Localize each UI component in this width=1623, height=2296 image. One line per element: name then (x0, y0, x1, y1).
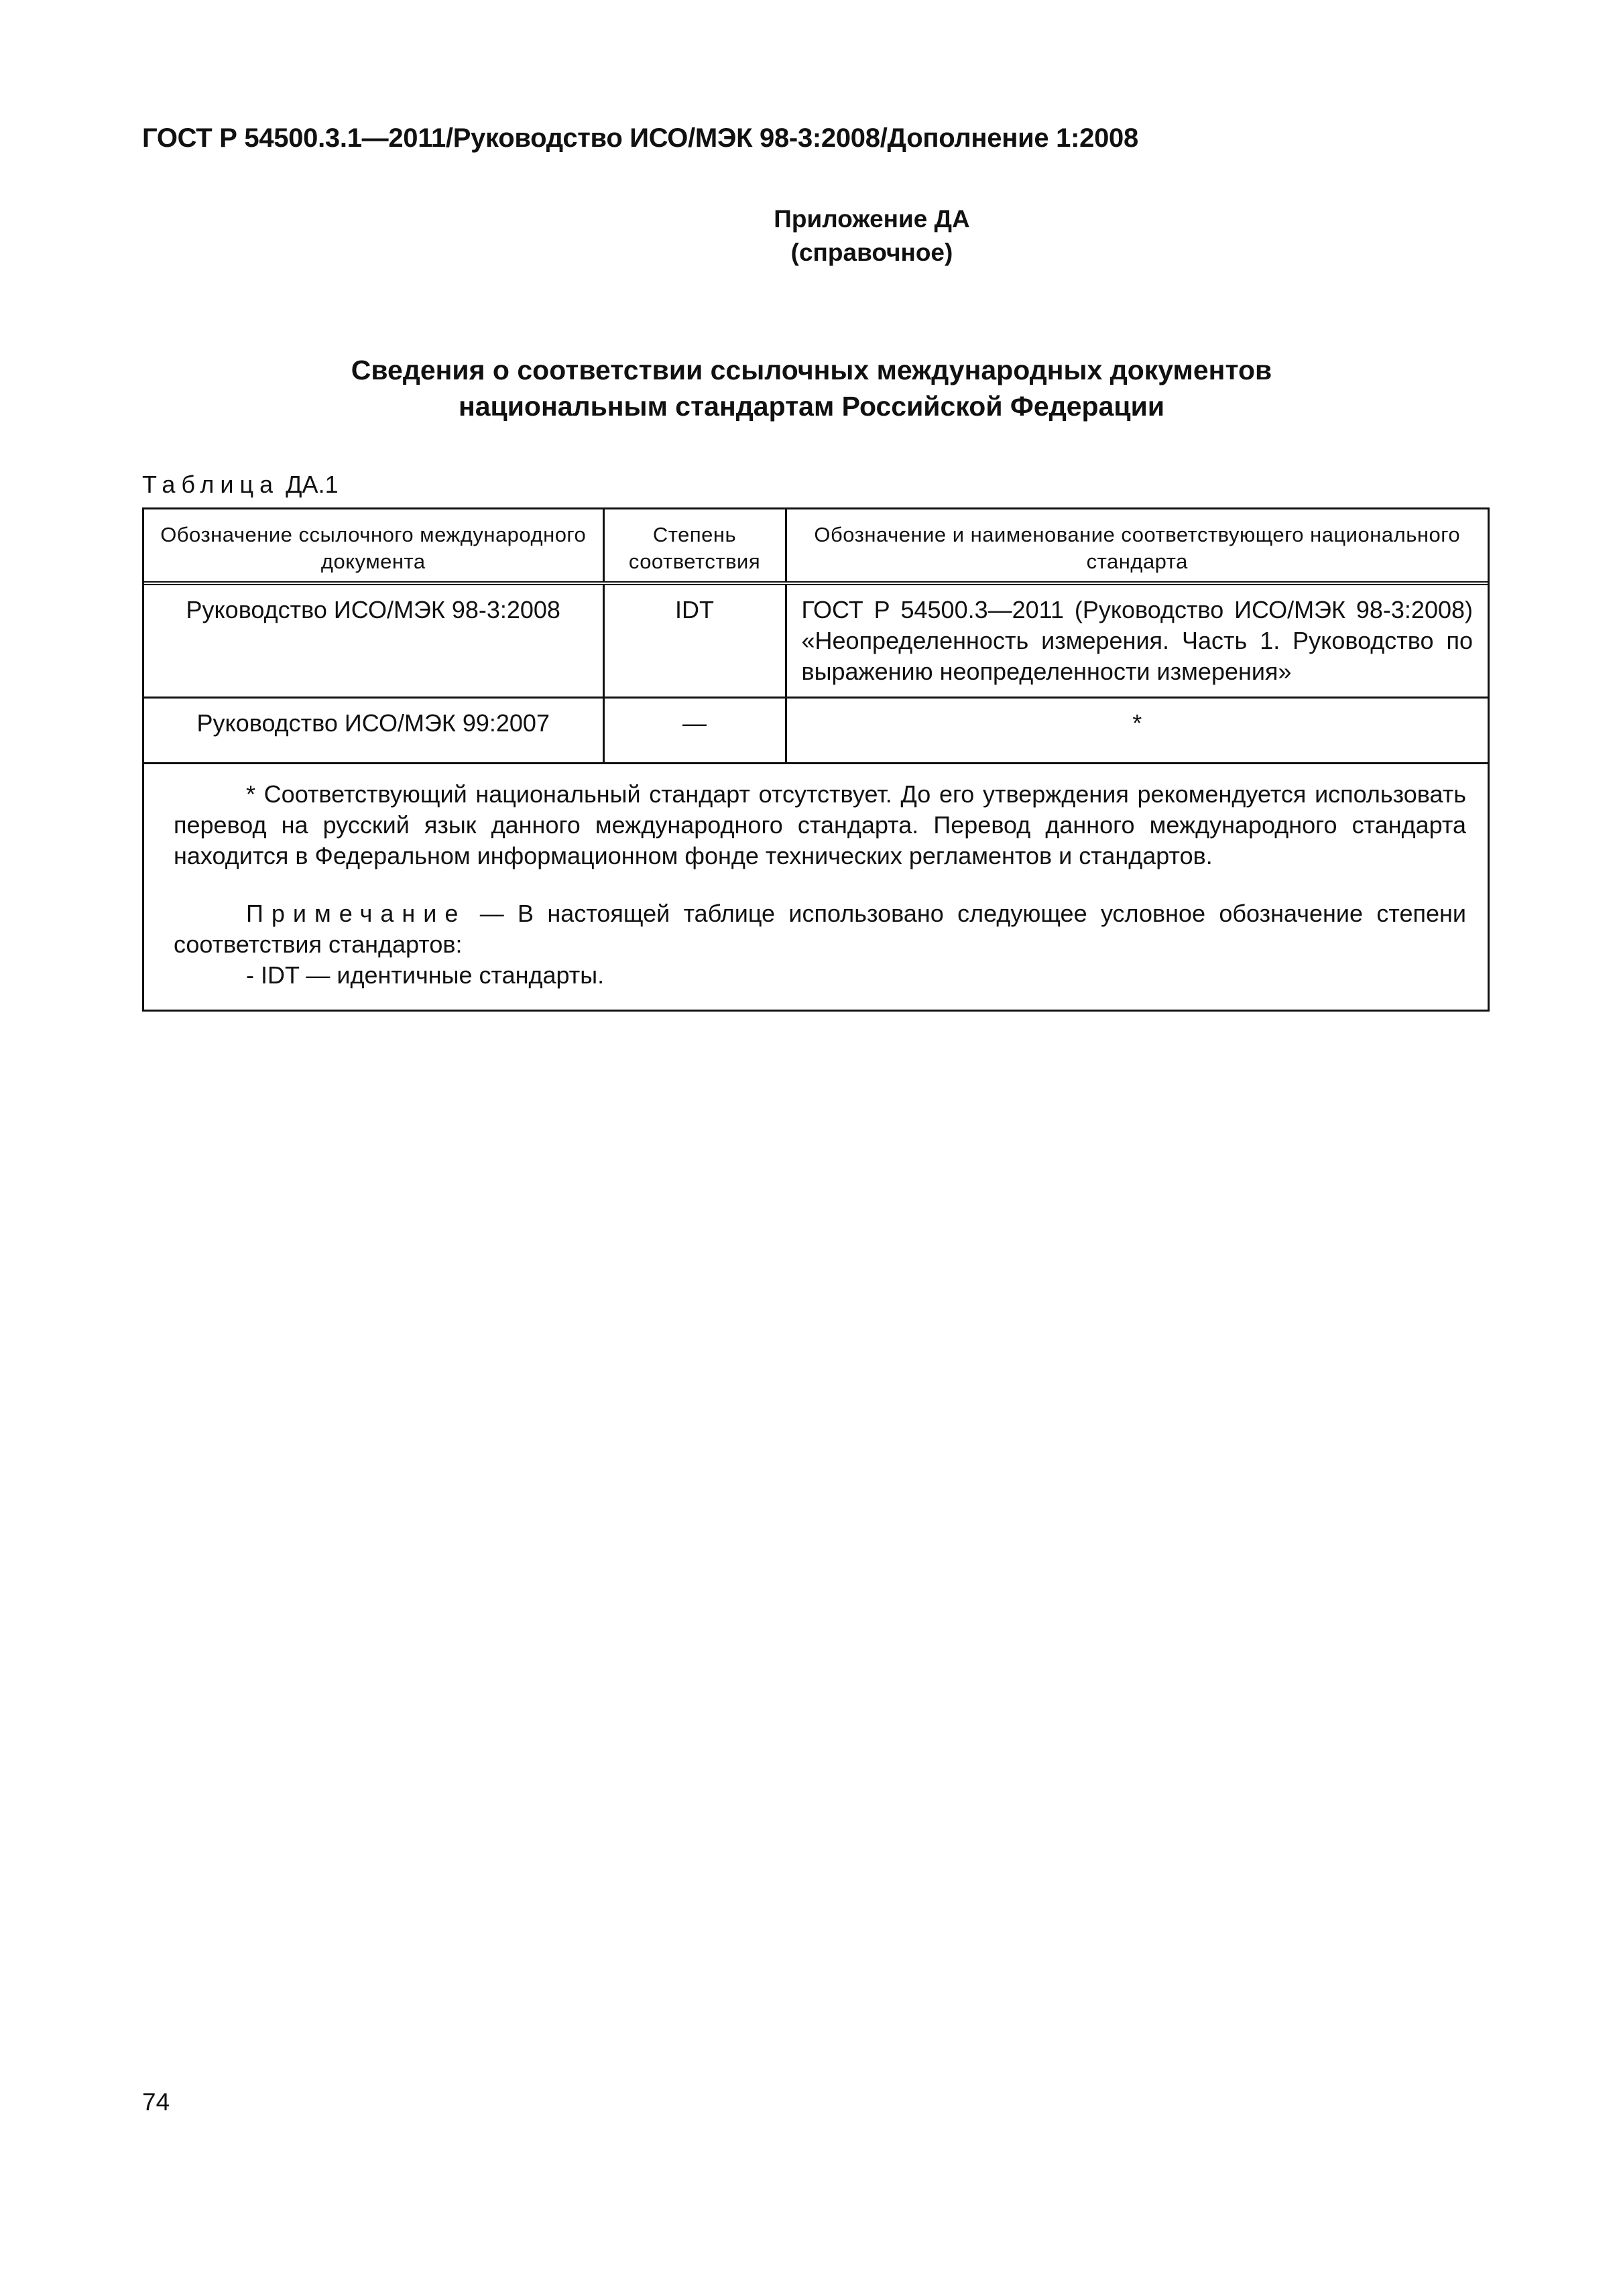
note-item: - IDT — идентичные стандарты. (246, 961, 605, 989)
section-title-line-1: Сведения о соответствии ссылочных международных документов (351, 355, 1272, 385)
page-number: 74 (142, 2088, 170, 2116)
table-note (174, 898, 1466, 960)
cell-reference: Руководство ИСО/МЭК 98-3:2008 (144, 583, 603, 698)
table-footnote: * Соответствующий национальный стандарт отсутствует. До его утверждения рекомендуется использовать перевод на русский язык данного международного стандарта. Перевод данного международного стандарта находится в Федеральном информационном фонде технических регламентов и стандартов. (174, 780, 1466, 869)
cell-national: * (786, 698, 1488, 764)
section-title-line-2: национальным стандартам Российской Федерации (458, 391, 1165, 422)
table-row (144, 583, 1488, 698)
cell-reference: Руководство ИСО/МЭК 99:2007 (144, 698, 603, 764)
reference-table-frame (142, 507, 1490, 1012)
document-header: ГОСТ Р 54500.3.1—2011/Руководство ИСО/МЭК 98-3:2008/Дополнение 1:2008 (142, 123, 1138, 153)
appendix-title: Приложение ДА (774, 205, 970, 233)
note-text: — В настоящей таблице использовано следующее условное обозначение степени соответствия стандартов: (174, 900, 1466, 958)
table-caption-word: Таблица (142, 471, 280, 498)
column-header-reference: Обозначение ссылочного международного документа (144, 509, 603, 583)
section-title (0, 352, 1623, 424)
table-row (144, 698, 1488, 764)
table-header-row (144, 509, 1488, 583)
appendix-heading (0, 202, 1623, 269)
column-header-degree: Степень соответствия (603, 509, 786, 583)
table-caption (142, 471, 339, 499)
appendix-type: (справочное) (790, 239, 953, 266)
column-header-national: Обозначение и наименование соответствующего национального стандарта (786, 509, 1488, 583)
reference-table (144, 509, 1488, 764)
cell-degree: IDT (603, 583, 786, 698)
table-notes (144, 764, 1488, 991)
note-label: Примечание (246, 900, 467, 927)
cell-national: ГОСТ Р 54500.3—2011 (Руководство ИСО/МЭК 98-3:2008) «Неопределенность измерения. Часть 1. Руководство по выражению неопределенности измерения» (786, 583, 1488, 698)
table-caption-number: ДА.1 (286, 471, 339, 498)
cell-degree: — (603, 698, 786, 764)
